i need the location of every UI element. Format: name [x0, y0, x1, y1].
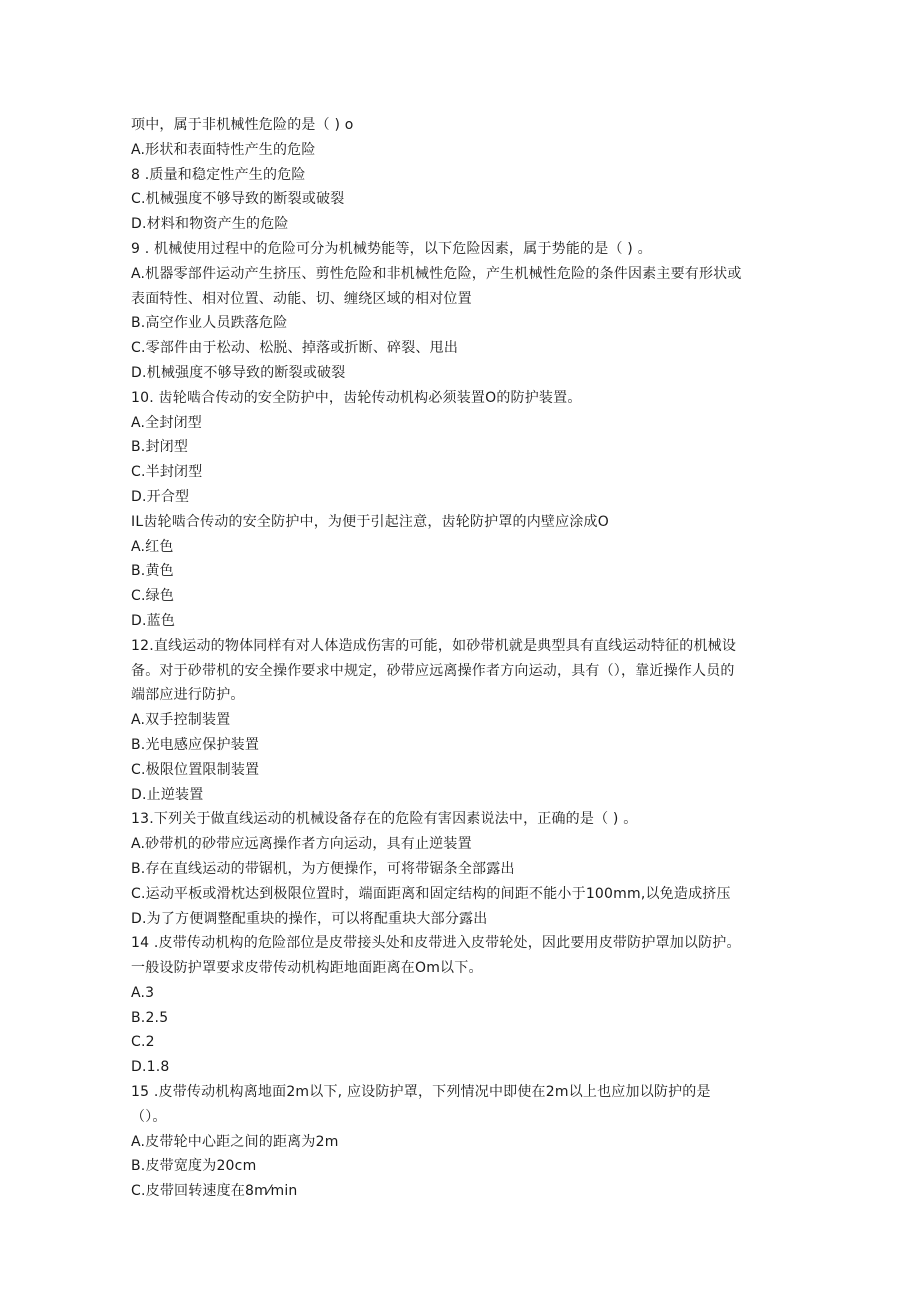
- text-line: D.1.8: [131, 1059, 170, 1076]
- text-line: B.光电感应保护装置: [131, 736, 260, 753]
- text-line: B.封闭型: [131, 439, 189, 456]
- text-line: C.零部件由于松动、松脱、掉落或折断、碎裂、甩出: [131, 340, 459, 357]
- text-line: D.止逆装置: [131, 786, 204, 803]
- text-line: （）。: [131, 1108, 167, 1125]
- text-line: IL齿轮啮合传动的安全防护中，为便于引起注意，齿轮防护罩的内壁应涂成O: [131, 513, 609, 530]
- text-line: D.材料和物资产生的危险: [131, 216, 289, 233]
- text-line: 一般设防护罩要求皮带传动机构距地面距离在Om以下。: [131, 960, 483, 977]
- text-line: 端部应进行防护。: [131, 687, 245, 704]
- text-line: D.开合型: [131, 488, 190, 505]
- text-line: A.砂带机的砂带应远离操作者方向运动，具有止逆装置: [131, 836, 472, 853]
- text-line: C.机械强度不够导致的断裂或破裂: [131, 191, 345, 208]
- text-line: D.蓝色: [131, 612, 176, 629]
- text-line: D.机械强度不够导致的断裂或破裂: [131, 364, 346, 381]
- text-line: 8 .质量和稳定性产生的危险: [131, 166, 306, 183]
- text-line: A.双手控制装置: [131, 712, 231, 729]
- text-line: C.皮带回转速度在8m⁄min: [131, 1183, 298, 1200]
- text-line: C.运动平板或滑枕达到极限位置时，端面距离和固定结构的间距不能小于100mm,以免造成挤压: [131, 885, 731, 902]
- text-line: 15 .皮带传动机构离地面2m以下, 应设防护罩，下列情况中即使在2m以上也应加以防护的是: [131, 1084, 711, 1101]
- text-line: 14 .皮带传动机构的危险部位是皮带接头处和皮带进入皮带轮处，因此要用皮带防护罩加以防护。: [131, 935, 741, 952]
- text-line: A.形状和表面特性产生的危险: [131, 141, 316, 158]
- document-body: [131, 113, 801, 1204]
- text-line: B.高空作业人员跌落危险: [131, 315, 288, 332]
- text-line: 项中，属于非机械性危险的是（ ) o: [131, 117, 354, 133]
- text-line: 备。对于砂带机的安全操作要求中规定，砂带应远离操作者方向运动，具有（），靠近操作人员的: [131, 662, 735, 679]
- text-line: D.为了方便调整配重块的操作，可以将配重块大部分露出: [131, 910, 488, 927]
- text-line: A.红色: [131, 538, 174, 555]
- text-line: A.皮带轮中心距之间的距离为2m: [131, 1133, 339, 1150]
- text-line: A.机器零部件运动产生挤压、剪性危险和非机械性危险，产生机械性危险的条件因素主要有形状或: [131, 265, 742, 282]
- text-line: 表面特性、相对位置、动能、切、缠绕区域的相对位置: [131, 290, 472, 307]
- text-line: 13.下列关于做直线运动的机械设备存在的危险有害因素说法中，正确的是（ ) 。: [131, 811, 638, 828]
- text-line: C.绿色: [131, 588, 175, 605]
- text-line: 12.直线运动的物体同样有对人体造成伤害的可能，如砂带机就是典型具有直线运动特征的机械设: [131, 637, 737, 654]
- text-line: B.2.5: [131, 1009, 169, 1026]
- text-line: B.黄色: [131, 563, 174, 580]
- text-line: C.2: [131, 1034, 155, 1051]
- text-line: 10. 齿轮啮合传动的安全防护中，齿轮传动机构必须装置O的防护装置。: [131, 389, 582, 406]
- text-line: B.存在直线运动的带锯机，为方便操作，可将带锯条全部露出: [131, 860, 515, 877]
- text-line: A.全封闭型: [131, 414, 202, 431]
- text-line: 9 . 机械使用过程中的危险可分为机械势能等，以下危险因素，属于势能的是（ ) 。: [131, 240, 652, 257]
- text-line: B.皮带宽度为20cm: [131, 1158, 257, 1175]
- text-line: A.3: [131, 984, 155, 1001]
- text-line: C.极限位置限制装置: [131, 761, 260, 778]
- text-line: C.半封闭型: [131, 464, 203, 481]
